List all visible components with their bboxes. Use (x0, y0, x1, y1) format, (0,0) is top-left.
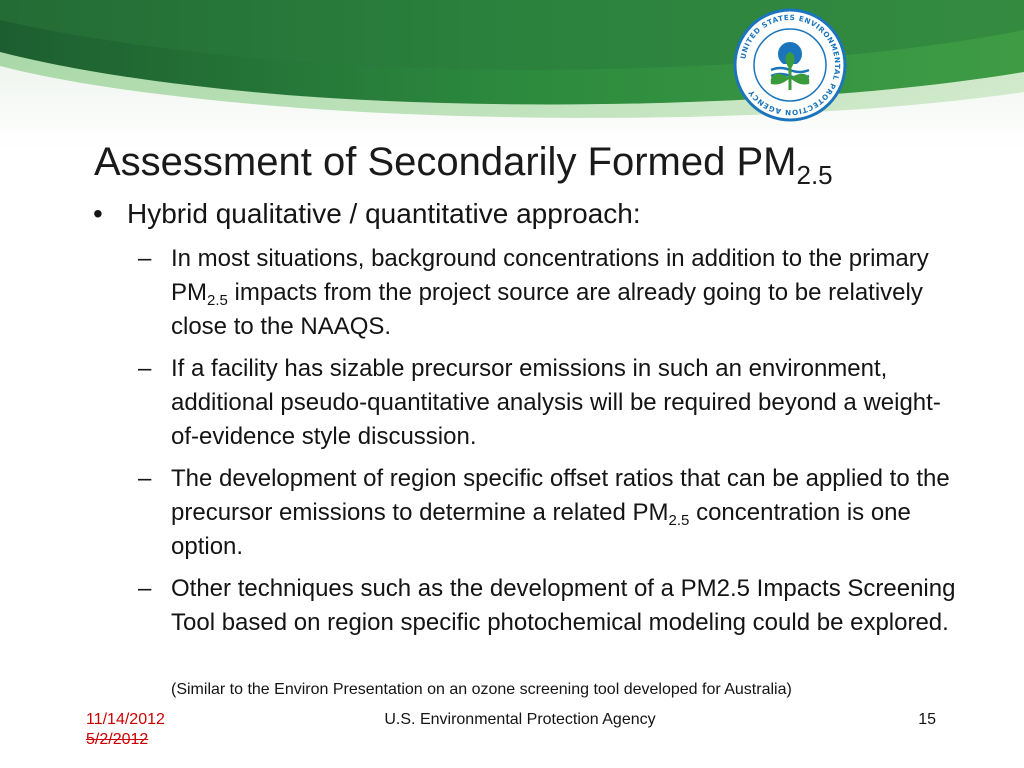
slide-title: Assessment of Secondarily Formed $PM_{2.5}$ (94, 140, 833, 190)
svg-text:UNITED STATES ENVIRONMENTAL PR: UNITED STATES ENVIRONMENTAL PROTECTION AGENCY (738, 12, 843, 118)
sub-bullet-item: – If a facility has sizable precursor emissions in such an environment, additional pseudo-quantitative analysis will be required beyond a weight-of-evidence style discussion. (138, 352, 958, 454)
footer-dates (86, 710, 165, 750)
footer-date-current: 11/14/2012 (86, 711, 165, 728)
sub-bullet-item: – In most situations, background concentrations in addition to the primary $PM_{2.5}$ impacts from the project source are already going to be relatively close to the NAAQS. (138, 242, 958, 344)
footer-date-struck: 5/2/2012 (86, 731, 149, 748)
dash-bullet-icon: – (138, 575, 152, 602)
footer-agency: U.S. Environmental Protection Agency (384, 711, 656, 728)
bullet-dot-icon: • (93, 198, 103, 229)
sub-bullet-item: – Other techniques such as the development of a PM2.5 Impacts Screening Tool based on region specific photochemical modeling could be explored. (138, 572, 958, 640)
header-banner (0, 0, 1024, 150)
dash-bullet-icon: – (138, 355, 152, 382)
epa-seal-icon (733, 8, 847, 122)
footnote-text: (Similar to the Environ Presentation on an ozone screening tool developed for Australia) (171, 681, 792, 698)
page-number: 15 (918, 711, 936, 728)
sub-bullet-item: – The development of region specific offset ratios that can be applied to the precursor emissions to determine a related $PM_{2.5}$ concentration is one option. (138, 462, 958, 564)
dash-bullet-icon: – (138, 245, 152, 272)
sub-bullet-list (138, 242, 958, 648)
main-bullet: • Hybrid qualitative / quantitative approach: (93, 196, 641, 232)
dash-bullet-icon: – (138, 465, 152, 492)
